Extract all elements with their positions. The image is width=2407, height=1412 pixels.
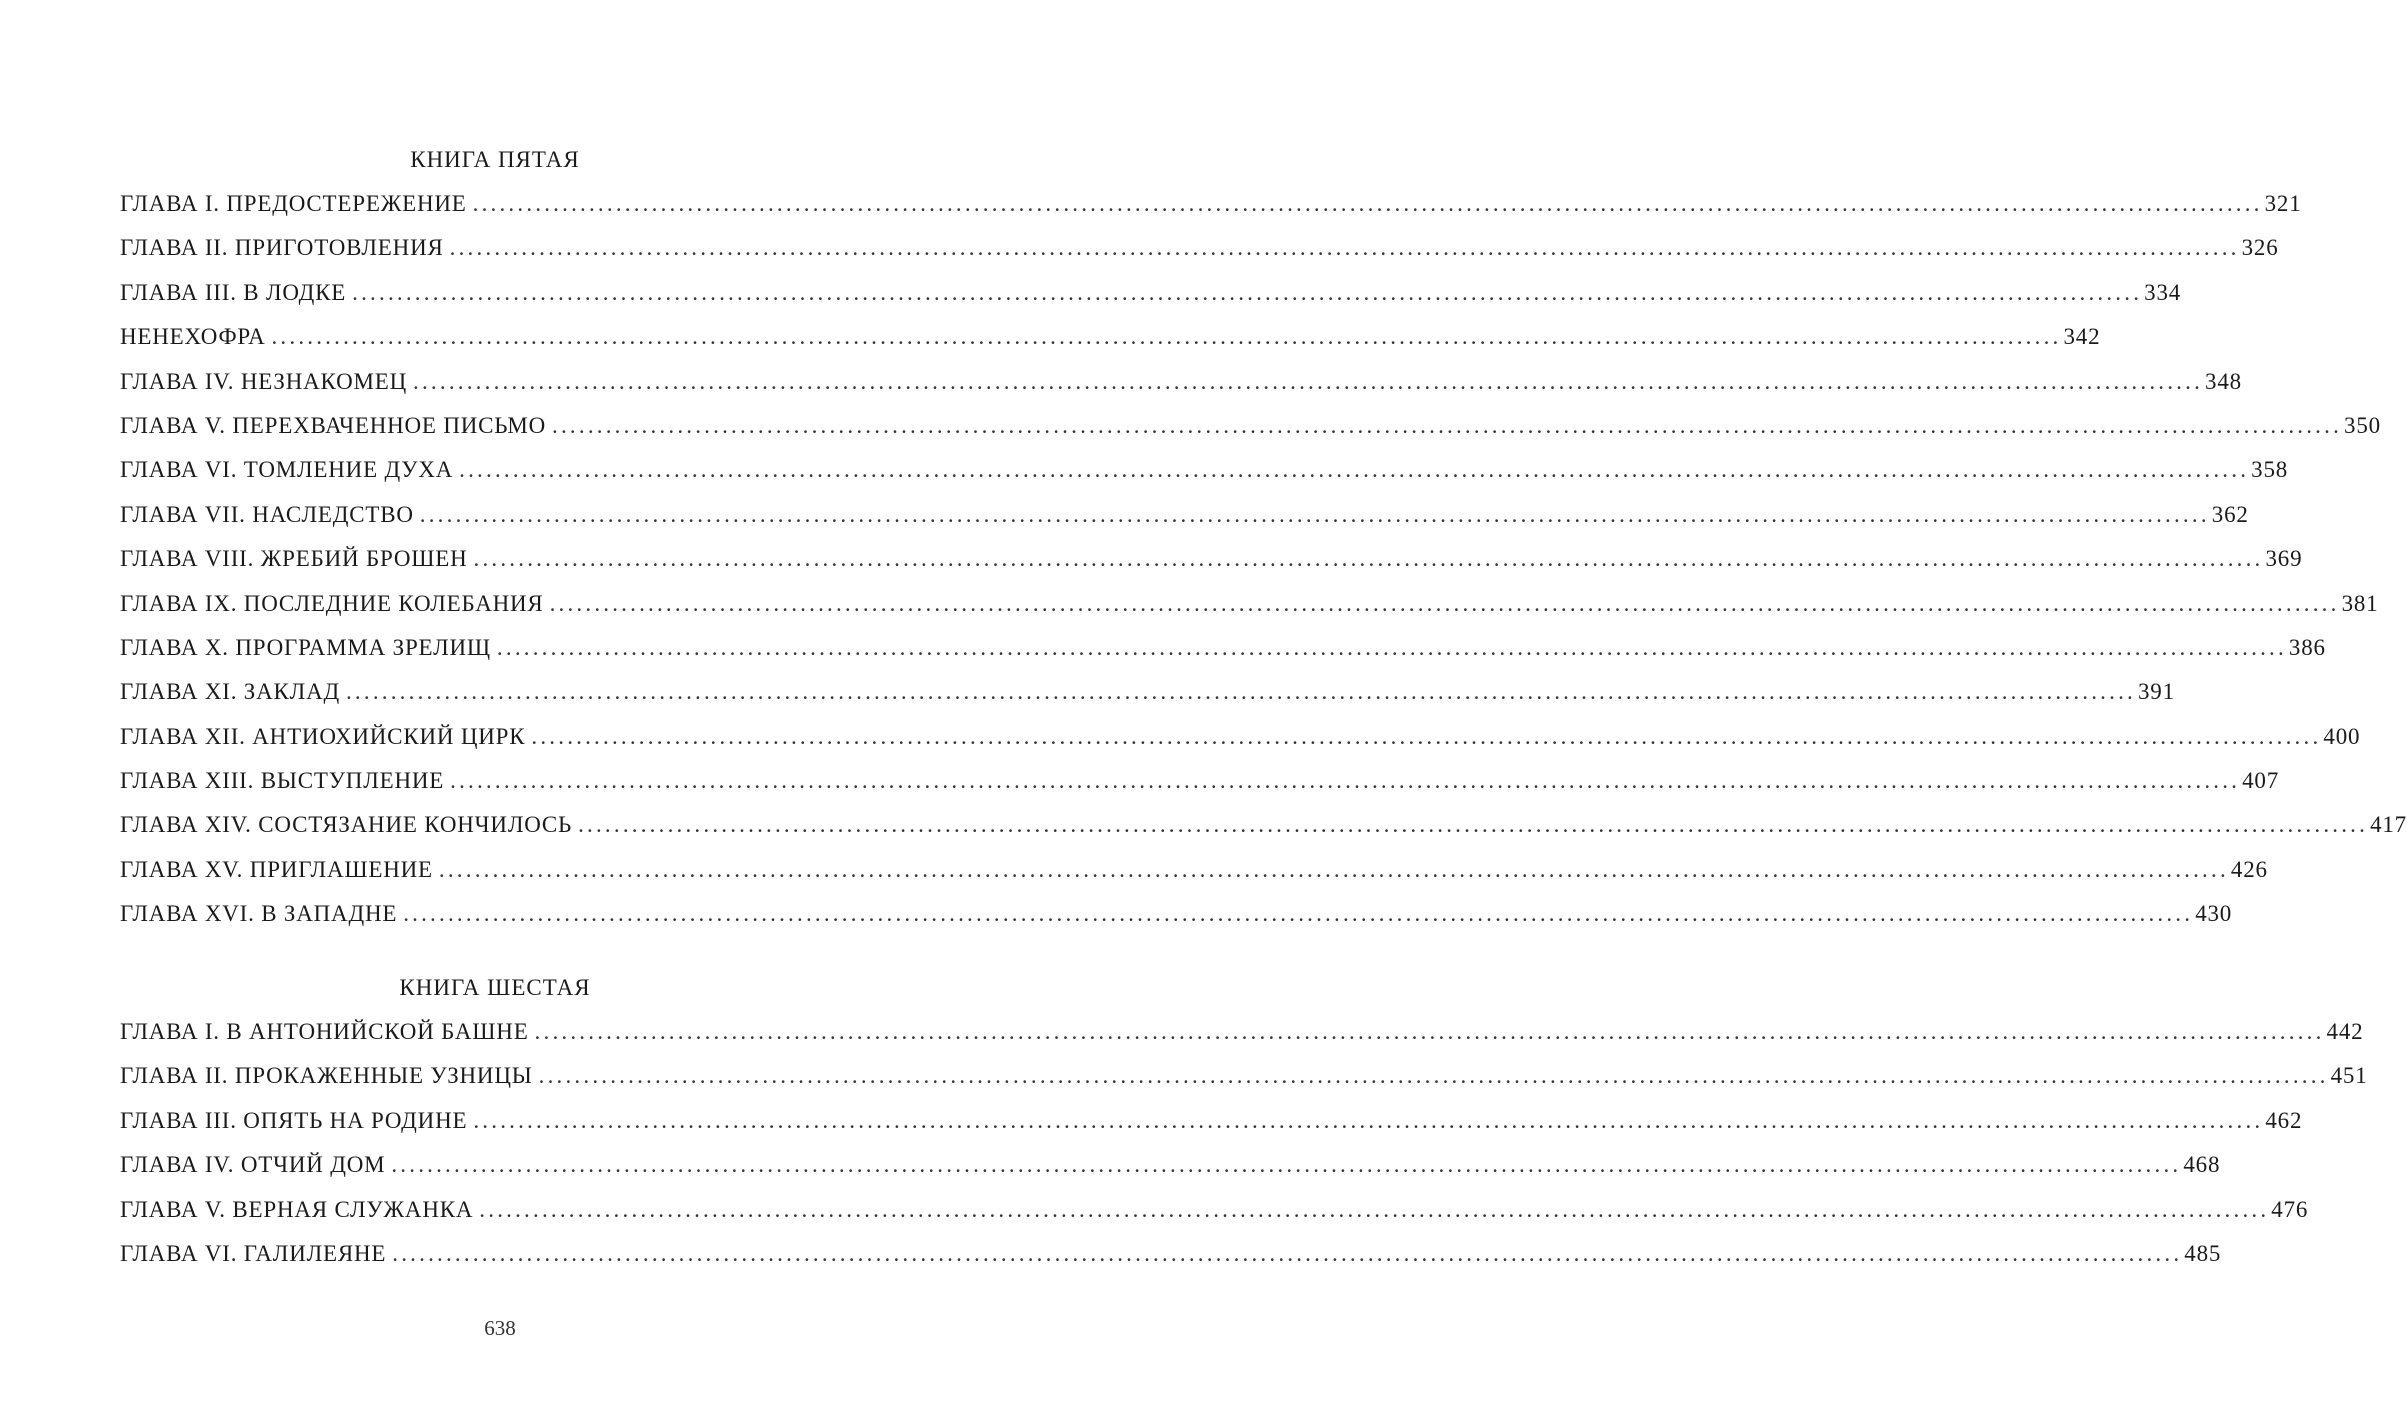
toc-entry[interactable]	[120, 537, 2303, 581]
toc-entry[interactable]	[120, 892, 2233, 936]
toc-entry-title: ГЛАВА III. ОПЯТЬ НА РОДИНЕ	[120, 1107, 468, 1133]
toc-leader-dots: ........................................................................................................................................................................................................	[392, 1240, 2183, 1266]
toc-entry-page: 334	[2144, 279, 2182, 305]
toc-entry[interactable]	[120, 848, 2268, 892]
book-five-toc	[120, 182, 2407, 937]
toc-entry-title: ГЛАВА I. В АНТОНИЙСКОЙ БАШНЕ	[120, 1019, 529, 1044]
toc-entry-page: 381	[2341, 590, 2379, 616]
toc-entry[interactable]	[120, 670, 2175, 714]
book-six-title: КНИГА ШЕСТАЯ	[399, 975, 591, 1000]
toc-entry-page: 386	[2288, 634, 2326, 660]
toc-entry-title: ГЛАВА IX. ПОСЛЕДНИЕ КОЛЕБАНИЯ	[120, 590, 544, 616]
page-number: 638	[484, 1316, 516, 1340]
toc-entry-page: 417	[2370, 812, 2407, 838]
toc-leader-dots: ........................................................................................................................................................................................................	[413, 368, 2204, 394]
toc-entry-title: ГЛАВА V. ПЕРЕХВАЧЕННОЕ ПИСЬМО	[120, 412, 547, 438]
toc-leader-dots: ........................................................................................................................................................................................................	[473, 1107, 2264, 1133]
toc-leader-dots: ........................................................................................................................................................................................................	[459, 457, 2250, 483]
toc-entry[interactable]	[120, 493, 2249, 537]
toc-entry[interactable]	[120, 715, 2361, 759]
toc-entry-page: 362	[2211, 501, 2249, 527]
toc-entry-page: 358	[2251, 457, 2289, 483]
toc-leader-dots: ........................................................................................................................................................................................................	[403, 901, 2194, 927]
toc-entry[interactable]	[120, 182, 2302, 226]
toc-entry-page: 485	[2184, 1240, 2222, 1266]
toc-entry-page: 462	[2265, 1107, 2303, 1133]
toc-leader-dots: ........................................................................................................................................................................................................	[271, 324, 2062, 350]
toc-leader-dots: ........................................................................................................................................................................................................	[534, 1019, 2325, 1044]
toc-entry[interactable]	[120, 226, 2279, 270]
toc-entry-page: 476	[2271, 1196, 2309, 1222]
toc-entry-title: ГЛАВА II. ПРИГОТОВЛЕНИЯ	[120, 235, 444, 261]
toc-entry-page: 468	[2183, 1152, 2221, 1178]
toc-entry-page: 426	[2230, 856, 2268, 882]
toc-entry[interactable]	[120, 360, 2242, 404]
toc-leader-dots: ........................................................................................................................................................................................................	[549, 590, 2340, 616]
toc-leader-dots: ........................................................................................................................................................................................................	[472, 191, 2263, 216]
toc-entry-title: ГЛАВА XIII. ВЫСТУПЛЕНИЕ	[120, 768, 445, 794]
toc-entry-title: ГЛАВА VI. ТОМЛЕНИЕ ДУХА	[120, 457, 454, 483]
book-five-title: КНИГА ПЯТАЯ	[410, 147, 580, 172]
toc-leader-dots: ........................................................................................................................................................................................................	[352, 279, 2143, 305]
toc-entry[interactable]	[120, 404, 2381, 448]
toc-entry-page: 326	[2241, 235, 2279, 261]
toc-leader-dots: ........................................................................................................................................................................................................	[391, 1152, 2182, 1178]
toc-entry[interactable]	[120, 271, 2182, 315]
toc-entry-title: НЕНЕХОФРА	[120, 324, 266, 350]
toc-entry-title: ГЛАВА III. В ЛОДКЕ	[120, 279, 347, 305]
toc-entry-title: ГЛАВА IV. НЕЗНАКОМЕЦ	[120, 368, 408, 394]
toc-entry-page: 342	[2063, 324, 2101, 350]
toc-leader-dots: ........................................................................................................................................................................................................	[578, 812, 2369, 838]
toc-leader-dots: ........................................................................................................................................................................................................	[345, 679, 2136, 705]
toc-entry-title: ГЛАВА XI. ЗАКЛАД	[120, 679, 340, 705]
toc-leader-dots: ........................................................................................................................................................................................................	[531, 723, 2322, 749]
toc-leader-dots: ........................................................................................................................................................................................................	[450, 768, 2241, 794]
toc-entry[interactable]	[120, 803, 2407, 847]
toc-leader-dots: ........................................................................................................................................................................................................	[419, 501, 2210, 527]
toc-entry-page: 430	[2195, 901, 2233, 927]
toc-entry[interactable]	[120, 1099, 2303, 1143]
toc-entry[interactable]	[120, 1010, 2364, 1054]
toc-entry[interactable]	[120, 1188, 2309, 1232]
toc-entry-title: ГЛАВА XV. ПРИГЛАШЕНИЕ	[120, 856, 433, 882]
book-five-section	[120, 138, 2407, 937]
toc-entry[interactable]	[120, 626, 2326, 670]
toc-entry-title: ГЛАВА II. ПРОКАЖЕННЫЕ УЗНИЦЫ	[120, 1063, 533, 1089]
book-six-toc	[120, 1010, 2368, 1276]
toc-entry[interactable]	[120, 1143, 2221, 1187]
toc-entry-page: 400	[2323, 723, 2361, 749]
toc-entry[interactable]	[120, 1054, 2368, 1098]
toc-leader-dots: ........................................................................................................................................................................................................	[438, 856, 2229, 882]
toc-entry[interactable]	[120, 1232, 2222, 1276]
toc-leader-dots: ........................................................................................................................................................................................................	[496, 634, 2287, 660]
toc-entry-title: ГЛАВА VI. ГАЛИЛЕЯНЕ	[120, 1240, 387, 1266]
toc-entry-title: ГЛАВА VII. НАСЛЕДСТВО	[120, 501, 414, 527]
toc-entry-title: ГЛАВА VIII. ЖРЕБИЙ БРОШЕН	[120, 546, 468, 572]
toc-entry-page: 350	[2344, 412, 2381, 438]
toc-entry-title: ГЛАВА XVI. В ЗАПАДНЕ	[120, 901, 398, 927]
toc-entry-title: ГЛАВА I. ПРЕДОСТЕРЕЖЕНИЕ	[120, 191, 467, 216]
toc-entry[interactable]	[120, 315, 2101, 359]
toc-entry-title: ГЛАВА V. ВЕРНАЯ СЛУЖАНКА	[120, 1196, 474, 1222]
toc-entry[interactable]	[120, 759, 2280, 803]
toc-entry-title: ГЛАВА XII. АНТИОХИЙСКИЙ ЦИРК	[120, 723, 526, 749]
toc-entry-page: 407	[2242, 768, 2280, 794]
toc-entry-title: ГЛАВА X. ПРОГРАММА ЗРЕЛИЩ	[120, 634, 491, 660]
toc-leader-dots: ........................................................................................................................................................................................................	[479, 1196, 2270, 1222]
toc-entry-title: ГЛАВА IV. ОТЧИЙ ДОМ	[120, 1152, 386, 1178]
book-six-section	[120, 966, 2368, 1276]
toc-entry-title: ГЛАВА XIV. СОСТЯЗАНИЕ КОНЧИЛОСЬ	[120, 812, 573, 838]
toc-entry-page: 451	[2330, 1063, 2368, 1089]
toc-leader-dots: ........................................................................................................................................................................................................	[473, 546, 2264, 572]
toc-leader-dots: ........................................................................................................................................................................................................	[552, 412, 2343, 438]
toc-entry-page: 321	[2264, 191, 2302, 216]
toc-entry-page: 369	[2265, 546, 2303, 572]
toc-entry[interactable]	[120, 448, 2289, 492]
toc-leader-dots: ........................................................................................................................................................................................................	[538, 1063, 2329, 1089]
toc-entry-page: 391	[2137, 679, 2175, 705]
toc-entry-page: 442	[2326, 1019, 2364, 1044]
toc-leader-dots: ........................................................................................................................................................................................................	[449, 235, 2240, 261]
toc-entry[interactable]	[120, 582, 2379, 626]
toc-entry-page: 348	[2205, 368, 2242, 394]
